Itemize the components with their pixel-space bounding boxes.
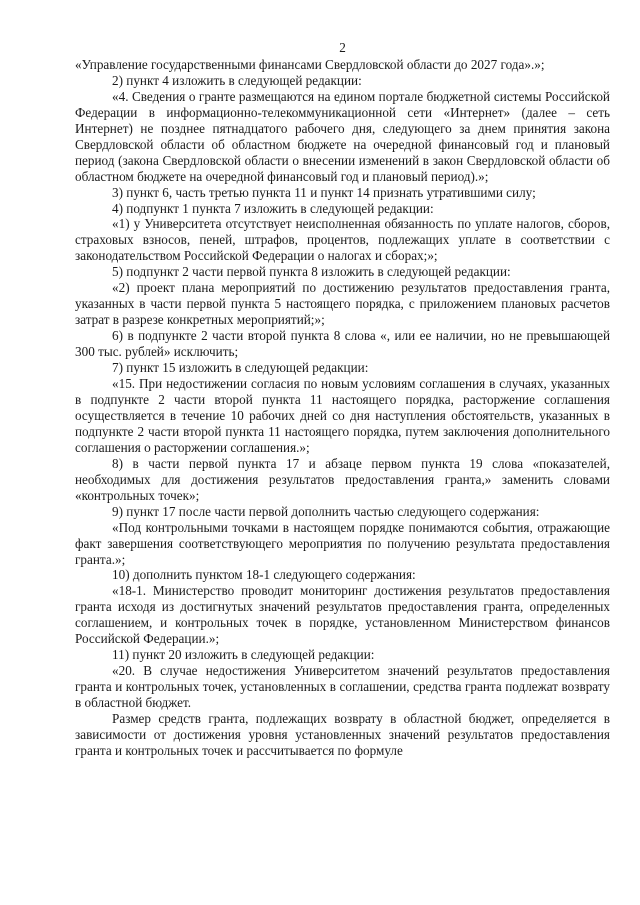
paragraph-clause-4-text: «4. Сведения о гранте размещаются на едином портале бюджетной системы Российской Федерации в информационно-телекоммуникационной сети «Интернет» (далее – сеть Интернет) не позднее пятнадцатого рабочего дня, следующего за днем принятия закона Свердловской области об областном бюджете на очередной финансовый год и плановый период (закона Свердловской области о внесении изменений в закон Свердловской области об областном бюджете на очередной финансовый год и плановый период).»; <box>75 88 610 184</box>
page-number: 2 <box>339 40 346 55</box>
paragraph-subclause-1-text: «1) у Университета отсутствует неисполненная обязанность по уплате налогов, сборов, страховых взносов, пеней, штрафов, процентов, подлежащих уплате в соответствии с законодательством Российской Федерации о налогах и сборах;»; <box>75 216 610 264</box>
paragraph-item-3: 3) пункт 6, часть третью пункта 11 и пункт 14 признать утратившими силу; <box>112 184 536 200</box>
paragraph-item-4: 4) подпункт 1 пункта 7 изложить в следующей редакции: <box>112 200 434 216</box>
paragraph-clause-15-text: «15. При недостижении согласия по новым условиям соглашения в случаях, указанных в подпункте 2 части второй пункта 11 настоящего порядка, расторжение соглашения осуществляется в течение 10 рабочих дней со дня наступления обстоятельств, указанных в подпункте 2 части второй пункта 11 настоящего порядка, путем заключения дополнительного соглашения о расторжении соглашения.»; <box>75 376 610 455</box>
paragraph-item-9: 9) пункт 17 после части первой дополнить частью следующего содержания: <box>112 503 540 519</box>
document-page <box>75 40 610 759</box>
paragraph-item-7: 7) пункт 15 изложить в следующей редакции: <box>112 360 369 376</box>
paragraph-item-10: 10) дополнить пунктом 18-1 следующего содержания: <box>112 567 416 583</box>
paragraph-item-11: 11) пункт 20 изложить в следующей редакции: <box>112 647 375 663</box>
paragraph-subclause-2-text: «2) проект плана мероприятий по достижению результатов предоставления гранта, указанных в части первой пункта 5 настоящего порядка, с приложением плановых расчетов затрат в разрезе конкретных мероприятий;»; <box>75 280 610 328</box>
paragraph-item-5: 5) подпункт 2 части первой пункта 8 изложить в следующей редакции: <box>112 264 511 280</box>
paragraph-control-points-text: «Под контрольными точками в настоящем порядке понимаются события, отражающие факт завершения соответствующего мероприятия по получению результата предоставления гранта.»; <box>75 519 610 567</box>
paragraph-item-6: 6) в подпункте 2 части второй пункта 8 слова «, или ее наличии, но не превышающей 300 тыс. рублей» исключить; <box>75 328 610 360</box>
paragraph-item-2: 2) пункт 4 изложить в следующей редакции: <box>112 72 362 88</box>
paragraph-program-title-end: «Управление государственными финансами Свердловской области до 2027 года».»; <box>75 56 545 72</box>
paragraph-refund-amount-text: Размер средств гранта, подлежащих возврату в областной бюджет, определяется в зависимости от достижения уровня установленных значений результатов предоставления гранта и контрольных точек и рассчитывается по формуле <box>75 711 610 758</box>
paragraph-item-8: 8) в части первой пункта 17 и абзаце первом пункта 19 слова «показателей, необходимых для достижения результатов предоставления гранта,» заменить словами «контрольных точек»; <box>75 455 610 503</box>
paragraph-clause-20-text: «20. В случае недостижения Университетом значений результатов предоставления гранта и контрольных точек, установленных в соглашении, средства гранта подлежат возврату в областной бюджет. <box>75 663 610 711</box>
paragraph-clause-18-1-text: «18-1. Министерство проводит мониторинг достижения результатов предоставления гранта исходя из достигнутых значений результатов предоставления гранта, определенных соглашением, и контрольных точек в порядке, установленном Министерством финансов Российской Федерации.»; <box>75 583 610 647</box>
